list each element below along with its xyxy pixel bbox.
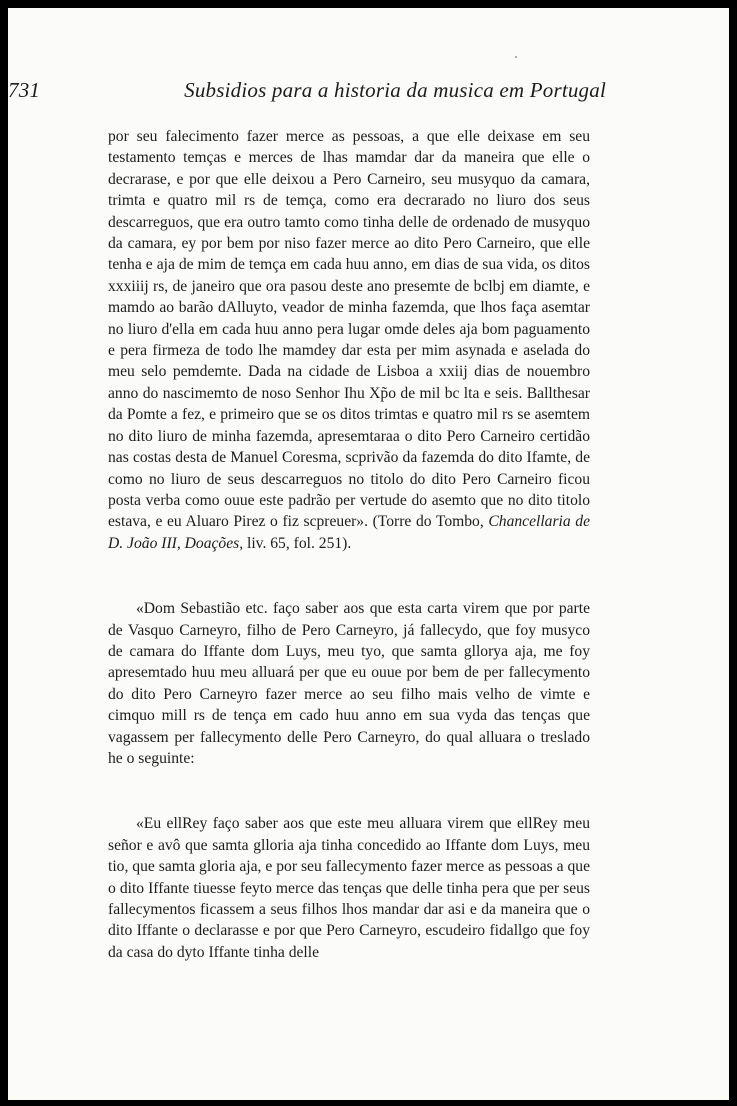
book-page: [8, 8, 729, 1100]
running-title: Subsidios para a historia da musica em Portugal: [184, 78, 606, 102]
speck: [515, 56, 517, 58]
citation-title: Chancellaria de D. João III, Doações,: [108, 513, 590, 552]
citation-ref: liv. 65, fol. 251).: [247, 534, 352, 552]
page-number: 731: [8, 78, 41, 102]
body-text: [108, 126, 590, 963]
paragraph: [108, 126, 590, 554]
paragraph: «Dom Sebastião etc. faço saber aos que esta carta virem que por parte de Vasquo Carneyro, filho de Pero Carneyro, já fallecydo, que foy musyco de camara do Iffante dom Luys, meu tyo, que samta gllorya aja, me foy apresemtado huu meu alluará per que eu ouue por bem de per fallecymento do dito Pero Carneyro fazer merce ao seu filho mais velho de vimte e cimquo mill rs de tença em cado huu anno em sua vyda das tenças que vagassem per fallecymento delle Pero Carneyro, do qual alluara o treslado he o seguinte:: [108, 600, 590, 767]
paragraph-text: por seu falecimento fazer merce as pessoas, a que elle deixase em seu testamento temças e merces de lhas mamdar dar da maneira que elle o decrarase, e por que elle deixou a Pero Carneiro, seu musyquo da camara, trimta e quatro mil rs de temça, como era decrarado no liuro dos seus descarreguos, que era outro tamto como tinha delle de ordenado de musyquo da camara, ey por bem por niso fazer merce ao dito Pero Carneiro, que elle tenha e aja de mim de temça em cada huu anno, em dias de sua vida, os ditos xxxiiij rs, de janeiro que ora pasou deste ano presemte de bclbj em diamte, e mamdo ao barão dAlluyto, veador de minha fazemda, que lhos faça asemtar no liuro d'ella em cada huu anno pera lugar omde deles aja bom paguamento e pera firmeza de todo lhe mamdey dar esta per mim asynada e aselada do meu selo pemdemte. Dada na cidade de Lisboa a xxiij dias de nouembro anno do nascimemto de noso Senhor Ihu Xp̃o de mil bc lta e seis. Ballthesar da Pomte a fez, e primeiro que se os ditos trimtas e quatro mil rs se asemtem no dito liuro de minha fazemda, apresemtaraa o dito Pero Carneiro certidão nas costas desta de Manuel Coresma, scprivão da fazemda do dito Ifamte, de como no liuro de seus descarreguos no titolo do dito Pero Carneiro ficou posta verba como ouue este padrão per vertude do asemto que no dito titolo estava, e eu Aluaro Pirez o fiz scpreuer». (Torre do Tombo,: [108, 128, 590, 531]
running-header: [8, 78, 606, 103]
paragraph: «Eu ellRey faço saber aos que este meu alluara virem que ellRey meu señor e avô que samta glloria aja tinha concedido ao Iffante dom Luys, meu tio, que samta gloria aja, e por seu fallecymento fazer merce as pessoas a que o dito Iffante tiuesse feyto merce das tenças que delle tinha pera que per seus fallecymentos ficassem a seus filhos lhos mandar dar asi e da maneira que o dito Iffante o declarasse e por que Pero Carneyro, escudeiro fidallgo que foy da casa do dyto Iffante tinha delle: [108, 815, 590, 961]
